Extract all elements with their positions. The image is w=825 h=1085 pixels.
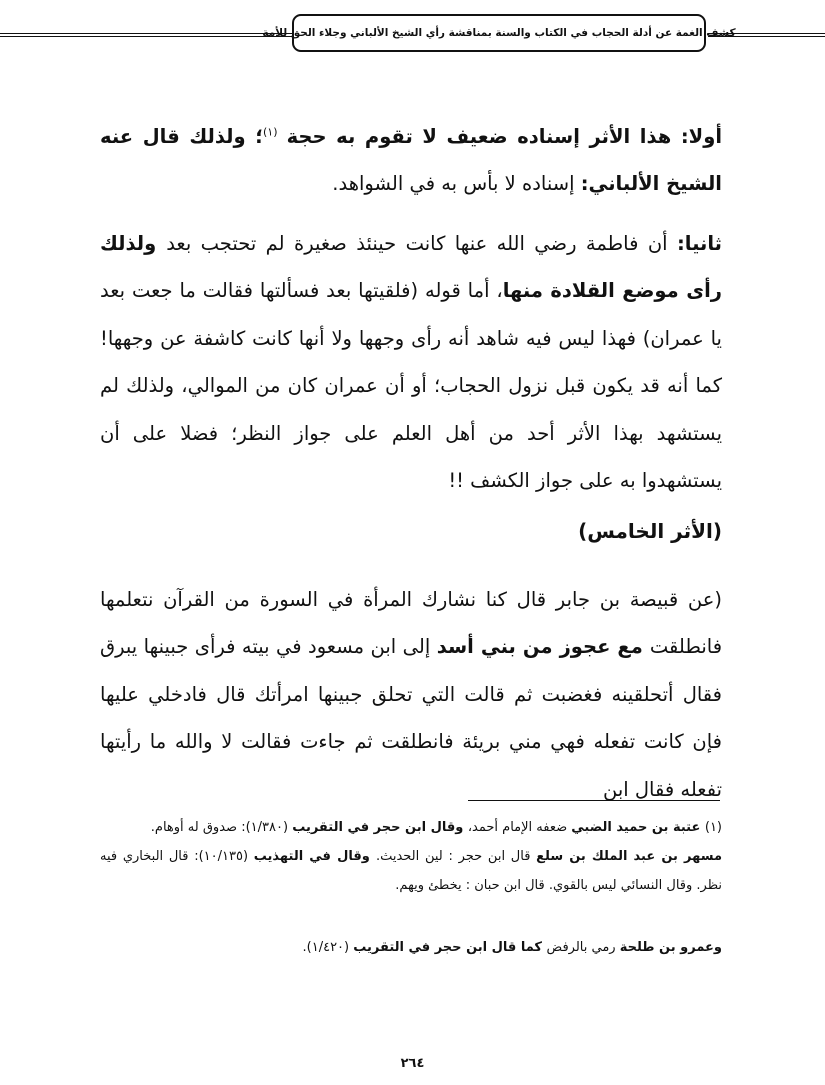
section-heading: (الأثر الخامس) [578,519,722,543]
paragraph-2-lead: ثانيا: [676,232,722,255]
footnote-1-name-1: عتبة بن حميد الضبي [571,820,705,835]
paragraph-2-bold-b: ولذلك رأى موضع القلادة منها [100,232,722,303]
footnote-divider [468,800,720,801]
paragraph-2-text-a: أن فاطمة رضي الله عنها كانت حينئذ صغيرة لم تحتجب بعد [166,232,677,255]
footnote-1-text-1: ضعفه الإمام أحمد، [467,820,572,835]
footnote-1-text-2: قال ابن حجر : لين الحديث. [375,849,537,864]
running-title: كشف الغمة عن أدلة الحجاب في الكتاب والسنة بمناقشة رأي الشيخ الألباني وجلاء الحق للأمة [262,27,736,39]
footnote-1-mark: (١) [704,820,722,835]
header-rule-left [0,33,292,37]
footnote-2-text-c: (١/٤٢٠). [302,940,354,955]
paragraph-2-text-c: ، أما قوله (فلقيتها بعد فسألتها فقالت ما جعت بعد يا عمران) فهذا ليس فيه شاهد أنه رأى وجهها ولا أنها كانت كاشفة عن وجهها! كما أنه قد يكون قبل نزول الحجاب؛ أو أن عمران كان من الموالي، ولذلك لم يستشهد بهذا الأثر أحد من أهل العلم على جواز النظر؛ فضلا على أن يستشهدوا به على جواز الكشف !! [100,279,722,493]
footnote-1-continued [100,933,722,962]
page-number: ٢٦٤ [400,1056,425,1071]
footnote-1-text-2b: (١٠/١٣٥): قال البخاري فيه نظر. وقال النسائي ليس بالقوي. قال ابن حبان : يخطئ ويهم. [100,849,722,893]
footnote-1-name-2: مسهر بن عبد الملك بن سلع [536,849,722,864]
footnote-1-bold-1b: وقال ابن حجر في التقريب [292,820,468,835]
paragraph-1-quote: إسناده لا بأس به في الشواهد. [332,172,581,196]
footnote-1-text-1b: (١/٣٨٠): صدوق له أوهام. [150,820,293,835]
footnote-1 [100,813,722,900]
footnote-1-bold-2b: وقال في التهذيب [253,849,376,864]
paragraph-3-text-a: (عن قبيصة بن جابر قال كنا نشارك المرأة في السورة من القرآن نتعلمها فانطلقت [100,588,723,659]
running-header [262,14,736,52]
paragraph-first-point [100,113,722,208]
paragraph-second-point [100,220,722,504]
paragraph-3-bold-b: مع عجوز من بني أسد [436,635,650,659]
footnote-2-text-a: رمي بالرفض [546,940,620,955]
paragraph-1-cont: ؛ ولذلك قال عنه الشيخ الألباني: [100,125,722,196]
footnote-2-bold-b: كما قال ابن حجر في التقريب [353,940,547,955]
paragraph-fifth-athar [100,576,722,813]
footnote-2-name: وعمرو بن طلحة [619,940,722,955]
paragraph-3-text-c: إلى ابن مسعود في بيته فرأى جبينها يبرق فقال أتحلقينه فغضبت ثم قالت التي تحلق جبينها امرأتك قال فادخلي عليها فإن كانت تفعله فهي مني بريئة فانطلقت ثم جاءت فقالت لا والله ما رأيتها تفعله فقال ابن [100,635,722,801]
footnote-reference-1[interactable]: (١) [263,125,278,139]
paragraph-1-lead: أولا: هذا الأثر إسناده ضعيف لا تقوم به حجة [286,125,723,148]
